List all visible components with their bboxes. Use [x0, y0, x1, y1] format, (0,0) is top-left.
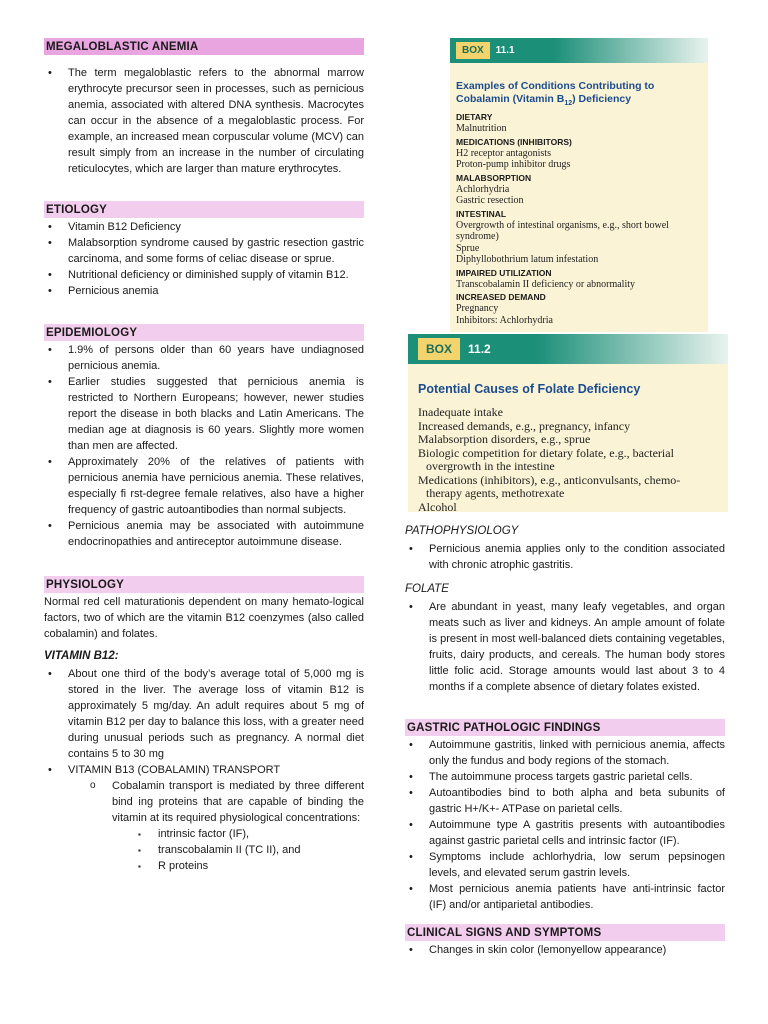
folate-title: FOLATE: [405, 583, 449, 595]
box-line: Achlorhydria: [456, 183, 510, 195]
box-category: DIETARY: [456, 112, 493, 122]
transport-text: Cobalamin transport is mediated by three different bind ing proteins that are capable of binding the vitamin at its required physiological concentrations:: [112, 780, 364, 824]
box-line: Alcohol: [418, 499, 457, 514]
box-line: therapy agents, methotrexate: [426, 486, 565, 500]
box-line: Malnutrition: [456, 123, 507, 134]
list-item: • Approximately 20% of the relatives of patients with pernicious anemia have pernicious anemia. These relatives, especially fi rst-degree female relatives, also have a higher frequency of gastric autoantibodies than normal subjects.: [44, 454, 364, 518]
list-item: • VITAMIN B13 (COBALAMIN) TRANSPORT: [44, 762, 364, 778]
square-bullet-icon: ▪: [138, 830, 141, 839]
box-line: Inhibitors: Achlorhydria: [456, 314, 553, 326]
list-item: • About one third of the body’s average total of 5,000 mg is stored in the liver. The average loss of vitamin B12 is approximately 5 mg/day. An adult requires about 5 mg of vitamin B12 per day to balance this loss, with a greater need during unusual periods such as pregnancy. A normal diet contains 5 to 30 mg: [44, 666, 364, 762]
box-line: Proton-pump inhibitor drugs: [456, 159, 571, 170]
box-line: Medications (inhibitors), e.g., anticonvulsants, chemo-: [418, 472, 681, 487]
list-item: • Autoantibodies bind to both alpha and beta subunits of gastric H+/K+- ATPase on parietal cells.: [405, 785, 725, 817]
list-item: • Symptoms include achlorhydria, low serum pepsinogen levels, and elevated serum gastrin levels.: [405, 849, 725, 881]
list-item: • Pernicious anemia applies only to the condition associated with chronic atrophic gastritis.: [405, 541, 725, 573]
section-header-megaloblastic: MEGALOBLASTIC ANEMIA: [44, 38, 364, 55]
list-item: • Most pernicious anemia patients have anti-intrinsic factor (IF) and/or antiparietal antibodies.: [405, 881, 725, 913]
box-tag: [418, 338, 499, 360]
box-category: INTESTINAL: [456, 208, 507, 219]
folate-section: [405, 582, 725, 695]
box-category: INCREASED DEMAND: [456, 292, 546, 302]
box-line: Gastric resection: [456, 195, 524, 206]
box-title-part: Examples of Conditions Contributing to Cobalamin (Vitamin B: [456, 80, 655, 105]
megaloblastic-section: [44, 38, 364, 177]
epidemiology-section: [44, 324, 364, 550]
physiology-text: Normal red cell maturationis dependent on many hemato-logical factors, two of which are the vitamin B12 coenzymes (also called cobalamin) and folates.: [44, 596, 364, 640]
vitamin-b12-section: [44, 649, 364, 874]
protein-label: transcobalamin II (TC II), and: [158, 844, 301, 856]
box-line: H2 receptor antagonists: [456, 147, 551, 159]
list-item: • Nutritional deficiency or diminished supply of vitamin B12.: [44, 267, 364, 283]
section-header-physiology: PHYSIOLOGY: [44, 576, 364, 593]
box-11-1: [450, 38, 708, 332]
list-item: • Autoimmune type A gastritis presents with autoantibodies against gastric parietal cells and intrinsic factor (IF).: [405, 817, 725, 849]
box-line: overgrowth in the intestine: [426, 459, 555, 473]
pathophysiology-section: [405, 524, 725, 573]
list-item: • Vitamin B12 Deficiency: [44, 219, 364, 235]
box-body: [418, 406, 723, 514]
box-11-2: [408, 334, 728, 512]
box-tag: [456, 42, 521, 59]
box-category: MEDICATIONS (INHIBITORS): [456, 136, 572, 147]
box-line: Pregnancy: [456, 303, 499, 314]
box-line: Overgrowth of intestinal organisms, e.g., short bowel syndrome): [456, 219, 669, 242]
box-line: Diphyllobothrium latum infestation: [456, 254, 599, 265]
protein-item: [112, 858, 364, 874]
list-item: • 1.9% of persons older than 60 years have undiagnosed pernicious anemia.: [44, 342, 364, 374]
vitamin-b12-title: VITAMIN B12:: [44, 650, 119, 662]
list-item: • Malabsorption syndrome caused by gastric resection gastric carcinoma, and some forms of celiac disease or sprue.: [44, 235, 364, 267]
box-number: 11.1: [490, 42, 521, 59]
protein-label: R proteins: [158, 860, 209, 872]
section-header-etiology: ETIOLOGY: [44, 201, 364, 218]
box-category: IMPAIRED UTILIZATION: [456, 267, 552, 278]
square-bullet-icon: ▪: [138, 862, 141, 871]
list-item: • The term megaloblastic refers to the abnormal marrow erythrocyte precursor seen in processes, such as pernicious anemia, associated with altered DNA synthesis. Macrocytes can occur in the absence of a megaloblastic process. For example, an increased mean corpuscular volume (MCV) can result simply from an increase in the number of circulating reticulocytes, which are larger than mature erythrocytes.: [44, 65, 364, 177]
box-title-subscript: 12: [564, 100, 573, 108]
box-category: MALABSORPTION: [456, 172, 532, 183]
box-title-part: ) Deficiency: [572, 93, 632, 105]
list-item: • Are abundant in yeast, many leafy vegetables, and organ meats such as liver and kidneys. An ample amount of folate is present in most well-balanced diets containing vegetables, fruits, dairy products, and cereals. The human body stores little folic acid. Storage amounts would last about 3 to 4 months if a complete absence of dietary folates existed.: [405, 599, 725, 695]
pathophysiology-title: PATHOPHYSIOLOGY: [405, 525, 519, 537]
section-header-epidemiology: EPIDEMIOLOGY: [44, 324, 364, 341]
list-item: • Pernicious anemia: [44, 283, 364, 299]
box-label: BOX: [418, 338, 460, 360]
gastric-section: [405, 719, 725, 913]
box-line: Biologic competition for dietary folate, e.g., bacterial: [418, 445, 674, 460]
etiology-section: [44, 201, 364, 299]
protein-item: [112, 842, 364, 858]
box-body: [456, 110, 708, 326]
list-item: • The autoimmune process targets gastric parietal cells.: [405, 769, 725, 785]
list-item: • Changes in skin color (lemonyellow appearance): [405, 942, 725, 958]
list-item: • Earlier studies suggested that pernicious anemia is restricted to Northern Europeans; however, newer studies report the disease in both blacks and Latin Americans. The median age at diagnosis is 60 years. Slightly more women than men are affected.: [44, 374, 364, 454]
box-label: BOX: [456, 42, 490, 59]
clinical-section: [405, 924, 725, 958]
box-line: Transcobalamin II deficiency or abnormality: [456, 278, 636, 290]
box-line: Malabsorption disorders, e.g., sprue: [418, 432, 591, 446]
sub-list-item: [44, 778, 364, 826]
list-item: • Autoimmune gastritis, linked with pernicious anemia, affects only the fundus and body regions of the stomach.: [405, 737, 725, 769]
circle-bullet-icon: o: [90, 780, 96, 791]
box-line: Increased demands, e.g., pregnancy, infancy: [418, 418, 631, 433]
box-title: [456, 80, 706, 110]
box-line: Sprue: [456, 242, 480, 254]
box-title: Potential Causes of Folate Deficiency: [418, 382, 641, 396]
physiology-section: [44, 576, 364, 642]
section-header-clinical: CLINICAL SIGNS AND SYMPTOMS: [405, 924, 725, 941]
protein-item: [112, 826, 364, 842]
protein-label: intrinsic factor (IF),: [158, 828, 250, 840]
list-item: • Pernicious anemia may be associated with autoimmune endocrinopathies and antireceptor autoimmune disease.: [44, 518, 364, 550]
box-number: 11.2: [460, 338, 499, 360]
section-header-gastric: GASTRIC PATHOLOGIC FINDINGS: [405, 719, 725, 736]
box-line: Inadequate intake: [418, 405, 503, 419]
square-bullet-icon: ▪: [138, 846, 141, 855]
